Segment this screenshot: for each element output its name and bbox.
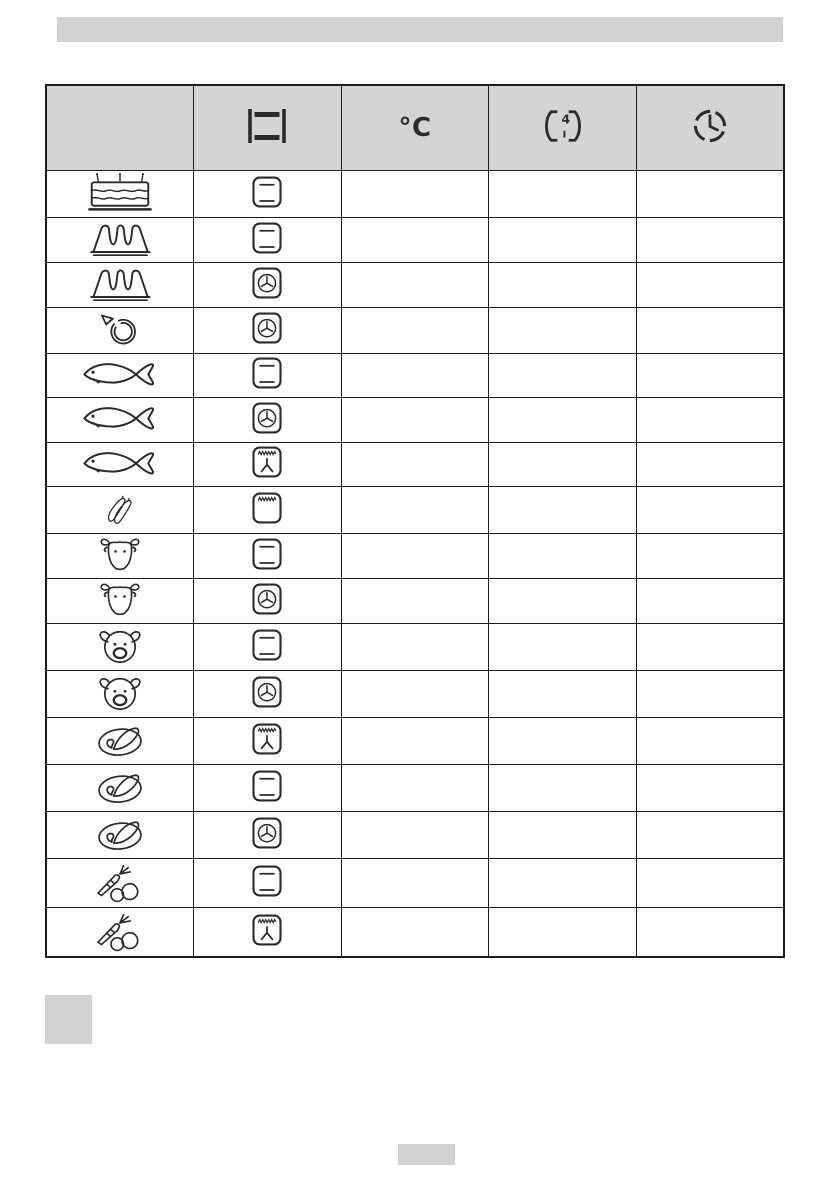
shelf-level-cell [489,908,637,958]
table-row [46,718,784,765]
shelf-level-cell [489,487,637,534]
time-cell [636,307,784,353]
oven-function-cell [194,307,342,353]
clock-icon [690,106,730,146]
fan-icon [252,402,282,434]
fish-icon [80,356,160,391]
fan-icon [252,583,282,615]
temperature-cell [341,217,489,262]
time-cell [636,398,784,443]
shelf-level-cell [489,812,637,859]
food-cell [46,624,194,671]
top-bottom-heat-icon [252,629,282,661]
table-body [46,170,784,957]
column-header-temperature [341,85,489,170]
top-bottom-heat-icon [252,176,282,208]
column-header-oven-function [194,85,342,170]
time-cell [636,487,784,534]
food-cell [46,765,194,812]
bundt-cake-icon [86,218,154,258]
food-cell [46,579,194,624]
oven-function-cell [194,624,342,671]
table-row [46,353,784,398]
time-cell [636,442,784,487]
time-cell [636,859,784,908]
shelf-level-cell [489,671,637,718]
shelf-level-cell [489,307,637,353]
shelf-level-cell [489,534,637,579]
time-cell [636,765,784,812]
table-header [46,85,784,170]
fish-icon [80,445,160,480]
top-bottom-heat-icon [252,357,282,389]
oven-function-cell [194,812,342,859]
beef-head-icon [96,579,144,619]
fan-icon [252,676,282,708]
top-bottom-heat-icon [252,222,282,254]
food-cell [46,859,194,908]
poultry-icon [91,812,149,854]
temperature-cell [341,398,489,443]
food-cell [46,534,194,579]
temperature-cell [341,170,489,217]
page-header-bar [57,17,783,42]
poultry-icon [91,765,149,807]
fish-icon [80,400,160,435]
shelf-level-cell [489,718,637,765]
food-cell [46,353,194,398]
table-row [46,624,784,671]
temperature-cell [341,859,489,908]
top-bottom-heat-icon [252,538,282,570]
shelf-level-cell [489,353,637,398]
shelf-level-cell [489,217,637,262]
beef-head-icon [96,534,144,574]
temperature-cell [341,534,489,579]
pig-head-icon [95,624,145,666]
oven-function-cell [194,217,342,262]
time-cell [636,262,784,307]
time-cell [636,217,784,262]
svg-text:4: 4 [561,112,570,127]
cooking-guide-table [45,84,785,958]
table-row [46,398,784,443]
time-cell [636,534,784,579]
oven-function-cell [194,534,342,579]
pig-head-icon [95,671,145,713]
time-cell [636,170,784,217]
fan-icon [252,267,282,299]
fan-icon [252,312,282,344]
temperature-cell [341,908,489,958]
shelf-level-cell [489,765,637,812]
food-cell [46,487,194,534]
time-cell [636,624,784,671]
table-row [46,487,784,534]
top-bottom-heat-icon [252,865,282,897]
header-row [46,85,784,170]
food-cell [46,812,194,859]
table-row [46,534,784,579]
time-cell [636,353,784,398]
note-marker-box [45,995,92,1044]
table-row [46,579,784,624]
time-cell [636,718,784,765]
food-cell [46,307,194,353]
food-cell [46,718,194,765]
shelf-level-icon [537,107,589,145]
shelf-level-cell [489,262,637,307]
oven-function-cell [194,579,342,624]
temperature-cell [341,262,489,307]
shelf-level-cell [489,624,637,671]
table-row [46,765,784,812]
oven-function-cell [194,262,342,307]
temperature-cell [341,671,489,718]
oven-function-cell [194,398,342,443]
oven-function-cell [194,765,342,812]
table-row [46,442,784,487]
table-row [46,217,784,262]
temperature-cell [341,812,489,859]
food-cell [46,671,194,718]
table-row [46,859,784,908]
temperature-cell [341,442,489,487]
temperature-cell [341,718,489,765]
shelf-level-cell [489,442,637,487]
pizza-icon [97,308,143,349]
top-bottom-heat-icon [252,770,282,802]
bundt-cake-icon [86,263,154,303]
time-cell [636,812,784,859]
food-cell [46,217,194,262]
table-row [46,170,784,217]
poultry-icon [91,718,149,760]
column-header-food [46,85,194,170]
vegetables-icon [94,859,146,903]
oven-function-cell [194,170,342,217]
food-cell [46,170,194,217]
shelf-level-cell [489,398,637,443]
table-row [46,908,784,958]
shelf-level-cell [489,859,637,908]
oven-function-cell [194,353,342,398]
table-row [46,307,784,353]
temperature-cell [341,579,489,624]
oven-function-cell [194,718,342,765]
page-number-placeholder [398,1144,455,1165]
table-row [46,262,784,307]
temperature-cell [341,307,489,353]
table-row [46,671,784,718]
grill-fan-icon [252,914,282,946]
food-cell [46,442,194,487]
table-row [46,812,784,859]
grill-fan-icon [252,723,282,755]
fan-icon [252,817,282,849]
oven-function-cell [194,442,342,487]
food-cell [46,908,194,958]
temperature-cell [341,353,489,398]
food-cell [46,398,194,443]
sausages-icon [103,487,137,529]
column-header-shelf-level [489,85,637,170]
layer-cake-icon [86,171,154,213]
grill-fan-icon [252,446,282,478]
oven-function-cell [194,908,342,958]
time-cell [636,908,784,958]
oven-function-cell [194,859,342,908]
column-header-time [636,85,784,170]
oven-cavity-icon [244,106,290,146]
temperature-cell [341,487,489,534]
grill-icon [252,492,282,524]
shelf-level-cell [489,170,637,217]
temperature-cell [341,624,489,671]
temperature-cell [341,765,489,812]
oven-function-cell [194,671,342,718]
time-cell [636,671,784,718]
temperature-unit-label: °C [398,112,432,143]
vegetables-icon [94,908,146,952]
food-cell [46,262,194,307]
oven-function-cell [194,487,342,534]
shelf-level-cell [489,579,637,624]
time-cell [636,579,784,624]
